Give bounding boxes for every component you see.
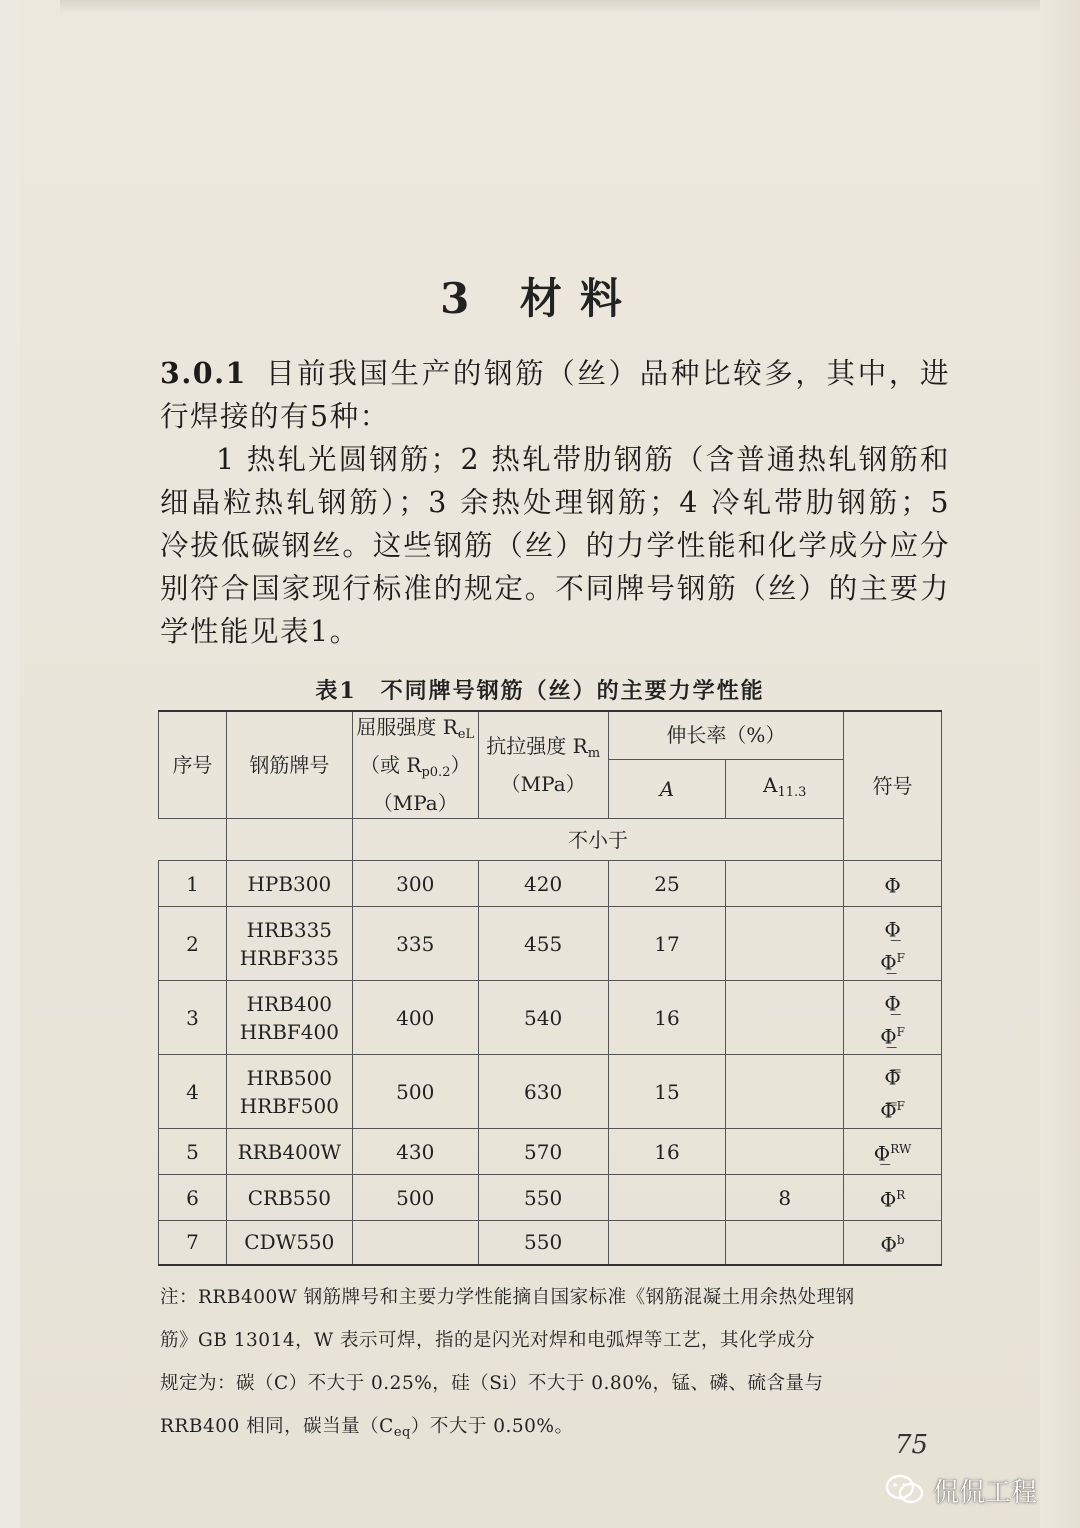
cell-elongation-a — [608, 1175, 726, 1221]
cell-elongation-a113 — [726, 981, 844, 1055]
watermark — [885, 1470, 1037, 1510]
watermark-text: 侃侃工程 — [933, 1477, 1038, 1508]
header-elongation: 伸长率（%） — [608, 711, 844, 759]
table-row — [159, 861, 942, 907]
cell-elongation-a113 — [726, 907, 844, 981]
page-top-edge — [60, 0, 1040, 14]
cell-yield: 430 — [352, 1129, 478, 1175]
cell-tensile: 420 — [478, 861, 608, 907]
section-number: 3.0.1 — [160, 356, 247, 390]
cell-grade: CRB550 — [226, 1175, 352, 1221]
cell-symbol: Φ̲$^{RW}$ — [844, 1129, 942, 1175]
header-grade: 钢筋牌号 — [226, 711, 352, 819]
note-line-2: 筋》GB 13014，W 表示可焊，指的是闪光对焊和电弧焊等工艺，其化学成分 — [160, 1330, 816, 1351]
cell-symbol: $\Phi^b$ — [844, 1221, 942, 1265]
table-row — [159, 1055, 942, 1129]
section-text-1: 目前我国生产的钢筋（丝）品种比较多，其中，进行焊接的有5种： — [160, 357, 950, 433]
cell-tensile: 630 — [478, 1055, 608, 1129]
table-row — [159, 981, 942, 1055]
cell-symbol: Φ̲ Φ̲$^F$ — [844, 907, 942, 981]
cell-elongation-a: 16 — [608, 1129, 726, 1175]
cell-no: 6 — [159, 1175, 227, 1221]
cell-tensile: 550 — [478, 1175, 608, 1221]
cell-symbol: $\Phi^R$ — [844, 1175, 942, 1221]
cell-tensile: 570 — [478, 1129, 608, 1175]
cell-elongation-a — [608, 1221, 726, 1265]
cell-grade: CDW550 — [226, 1221, 352, 1265]
cell-elongation-a113: 8 — [726, 1175, 844, 1221]
page-right-edge — [1040, 0, 1080, 1528]
cell-symbol: Φ̿ Φ̿$^F$ — [844, 1055, 942, 1129]
cell-grade: HPB300 — [226, 861, 352, 907]
cell-grade: HRB400 HRBF400 — [226, 981, 352, 1055]
header-yield: 屈服强度 $R_{eL}$ （或 $R_{p0.2}$） （MPa） — [352, 711, 478, 819]
table-row — [159, 1129, 942, 1175]
cell-no: 1 — [159, 861, 227, 907]
cell-elongation-a113 — [726, 861, 844, 907]
cell-yield: 335 — [352, 907, 478, 981]
cell-yield: 500 — [352, 1055, 478, 1129]
chapter-title: 3 材料 — [440, 274, 640, 324]
note-line-3: 规定为：碳（C）不大于 0.25%，硅（Si）不大于 0.80%，锰、磷、硫含量与 — [160, 1373, 824, 1394]
cell-grade: RRB400W — [226, 1129, 352, 1175]
cell-no: 3 — [159, 981, 227, 1055]
cell-grade: HRB500 HRBF500 — [226, 1055, 352, 1129]
cell-tensile: 550 — [478, 1221, 608, 1265]
wechat-icon — [885, 1473, 925, 1507]
table-row — [159, 1221, 942, 1265]
cell-elongation-a: 16 — [608, 981, 726, 1055]
header-tensile: 抗拉强度 $R_m$ （MPa） — [478, 711, 608, 819]
header-no: 序号 — [159, 711, 227, 819]
note-line-4: RRB400 相同，碳当量$(C_{eq})$不大于 0.50%。 — [160, 1416, 574, 1440]
note-line-1: 注：RRB400W 钢筋牌号和主要力学性能摘自国家标准《钢筋混凝土用余热处理钢 — [160, 1287, 855, 1308]
header-minimum: 不小于 — [352, 819, 843, 861]
page-number: 75 — [895, 1430, 929, 1460]
cell-yield: 500 — [352, 1175, 478, 1221]
properties-table — [158, 710, 942, 1266]
cell-elongation-a: 15 — [608, 1055, 726, 1129]
section-paragraph-1 — [160, 352, 950, 438]
cell-elongation-a113 — [726, 1129, 844, 1175]
cell-no: 7 — [159, 1221, 227, 1265]
table-row — [159, 1175, 942, 1221]
table-caption: 表1 不同牌号钢筋（丝）的主要力学性能 — [315, 678, 765, 704]
cell-elongation-a: 17 — [608, 907, 726, 981]
cell-elongation-a: 25 — [608, 861, 726, 907]
cell-yield — [352, 1221, 478, 1265]
cell-no: 4 — [159, 1055, 227, 1129]
cell-no: 2 — [159, 907, 227, 981]
header-symbol: 符号 — [844, 711, 942, 861]
table-row — [159, 907, 942, 981]
section-paragraph-2: 1 热轧光圆钢筋；2 热轧带肋钢筋（含普通热轧钢筋和细晶粒热轧钢筋）；3 余热处理钢筋；4 冷轧带肋钢筋；5 冷拔低碳钢丝。这些钢筋（丝）的力学性能和化学成分应分别符合国家现行标准的规定。不同牌号钢筋（丝）的主要力学性能见表1。 — [160, 443, 950, 648]
cell-elongation-a113 — [726, 1055, 844, 1129]
cell-tensile: 455 — [478, 907, 608, 981]
header-a: A — [608, 759, 726, 818]
cell-tensile: 540 — [478, 981, 608, 1055]
cell-symbol: Φ — [844, 861, 942, 907]
cell-yield: 400 — [352, 981, 478, 1055]
cell-elongation-a113 — [726, 1221, 844, 1265]
cell-no: 5 — [159, 1129, 227, 1175]
header-a113: $A_{11.3}$ — [726, 759, 844, 818]
cell-symbol: Φ̲ Φ̲$^F$ — [844, 981, 942, 1055]
cell-yield: 300 — [352, 861, 478, 907]
cell-grade: HRB335 HRBF335 — [226, 907, 352, 981]
